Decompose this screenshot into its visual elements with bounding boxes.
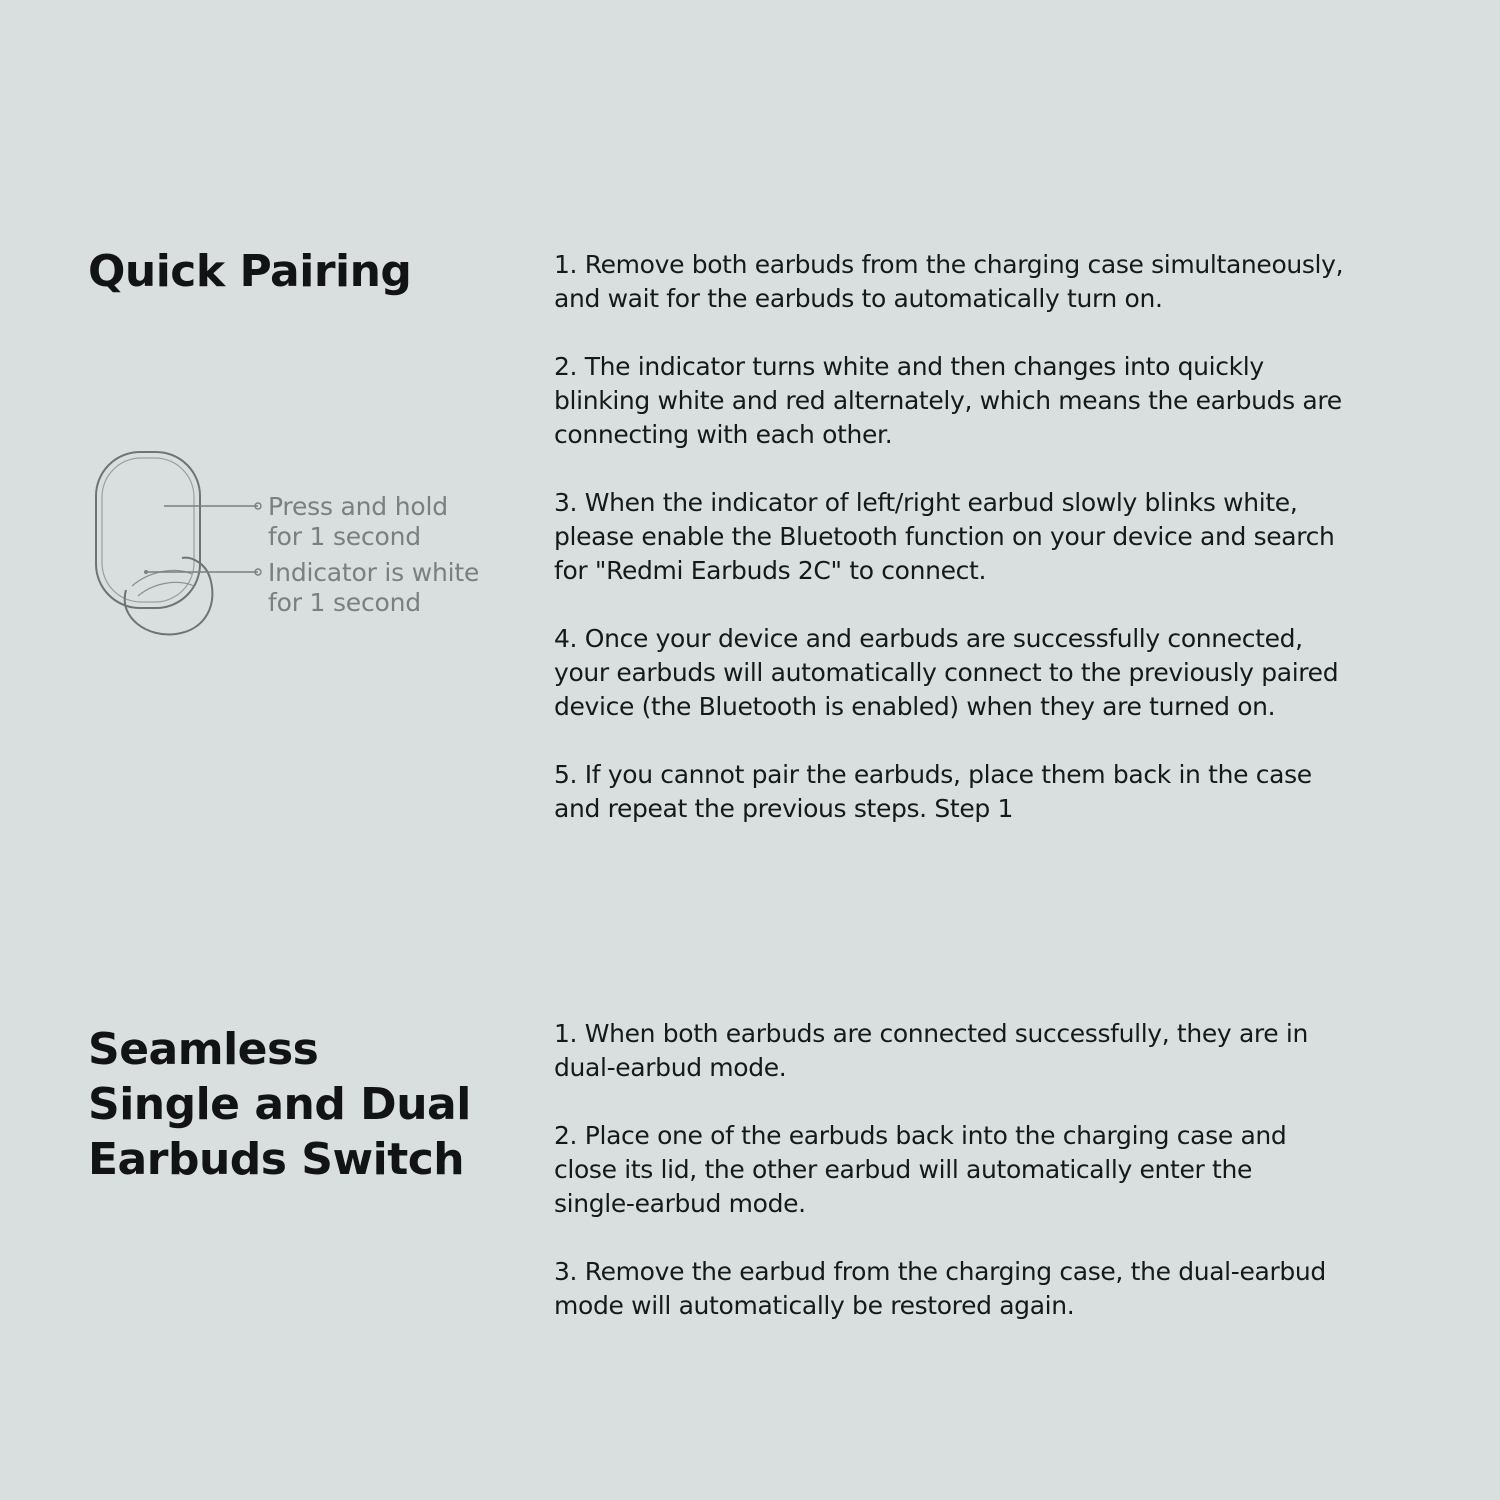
heading-line: Seamless (88, 1024, 319, 1075)
quick-pairing-step-3 (554, 486, 1434, 588)
step-line: dual-earbud mode. (554, 1053, 787, 1082)
quick-pairing-step-4 (554, 622, 1434, 724)
callout-line: Press and hold (268, 492, 448, 521)
step-line: 4. Once your device and earbuds are successfully connected, (554, 624, 1303, 653)
step-line: and repeat the previous steps. Step 1 (554, 794, 1014, 823)
callout-line: Indicator is white (268, 558, 480, 587)
step-line: for "Redmi Earbuds 2C" to connect. (554, 556, 987, 585)
step-line: please enable the Bluetooth function on your device and search (554, 522, 1335, 551)
step-line: 3. Remove the earbud from the charging case, the dual-earbud (554, 1257, 1326, 1286)
press-leader-end-icon (255, 503, 261, 509)
callout-line: for 1 second (268, 522, 421, 551)
callout-line: for 1 second (268, 588, 421, 617)
step-line: and wait for the earbuds to automatically turn on. (554, 284, 1163, 313)
press-and-hold-callout (268, 492, 448, 552)
indicator-white-callout (268, 558, 479, 618)
heading-line: Single and Dual (88, 1079, 471, 1130)
step-line: connecting with each other. (554, 420, 893, 449)
seamless-switch-step-3 (554, 1255, 1434, 1323)
step-line: single-earbud mode. (554, 1189, 806, 1218)
earbud-body-inner-outline (102, 458, 194, 602)
quick-pairing-steps (554, 248, 1434, 860)
quick-pairing-step-2 (554, 350, 1434, 452)
step-line: 3. When the indicator of left/right earbud slowly blinks white, (554, 488, 1298, 517)
step-line: device (the Bluetooth is enabled) when they are turned on. (554, 692, 1276, 721)
step-line: 2. Place one of the earbuds back into the charging case and (554, 1121, 1287, 1150)
quick-pairing-step-5 (554, 758, 1434, 826)
seamless-switch-step-2 (554, 1119, 1434, 1221)
earbud-illustration (88, 440, 258, 650)
step-line: mode will automatically be restored again. (554, 1291, 1075, 1320)
step-line: blinking white and red alternately, which means the earbuds are (554, 386, 1342, 415)
seamless-switch-heading (88, 1022, 471, 1187)
quick-pairing-heading (88, 244, 411, 299)
earbud-body-outline (96, 452, 200, 608)
seamless-switch-step-1 (554, 1017, 1434, 1085)
indicator-dot (144, 570, 148, 574)
indicator-leader-end-icon (255, 569, 261, 575)
leader-end-markers (252, 500, 268, 580)
step-line: 2. The indicator turns white and then changes into quickly (554, 352, 1264, 381)
step-line: close its lid, the other earbud will automatically enter the (554, 1155, 1253, 1184)
step-line: 1. Remove both earbuds from the charging case simultaneously, (554, 250, 1344, 279)
heading-line: Quick Pairing (88, 246, 412, 297)
step-line: 1. When both earbuds are connected successfully, they are in (554, 1019, 1309, 1048)
heading-line: Earbuds Switch (88, 1134, 465, 1185)
seamless-switch-steps (554, 1017, 1434, 1357)
quick-pairing-step-1 (554, 248, 1434, 316)
step-line: 5. If you cannot pair the earbuds, place them back in the case (554, 760, 1312, 789)
earbud-tip-detail-2 (138, 582, 194, 596)
step-line: your earbuds will automatically connect to the previously paired (554, 658, 1339, 687)
